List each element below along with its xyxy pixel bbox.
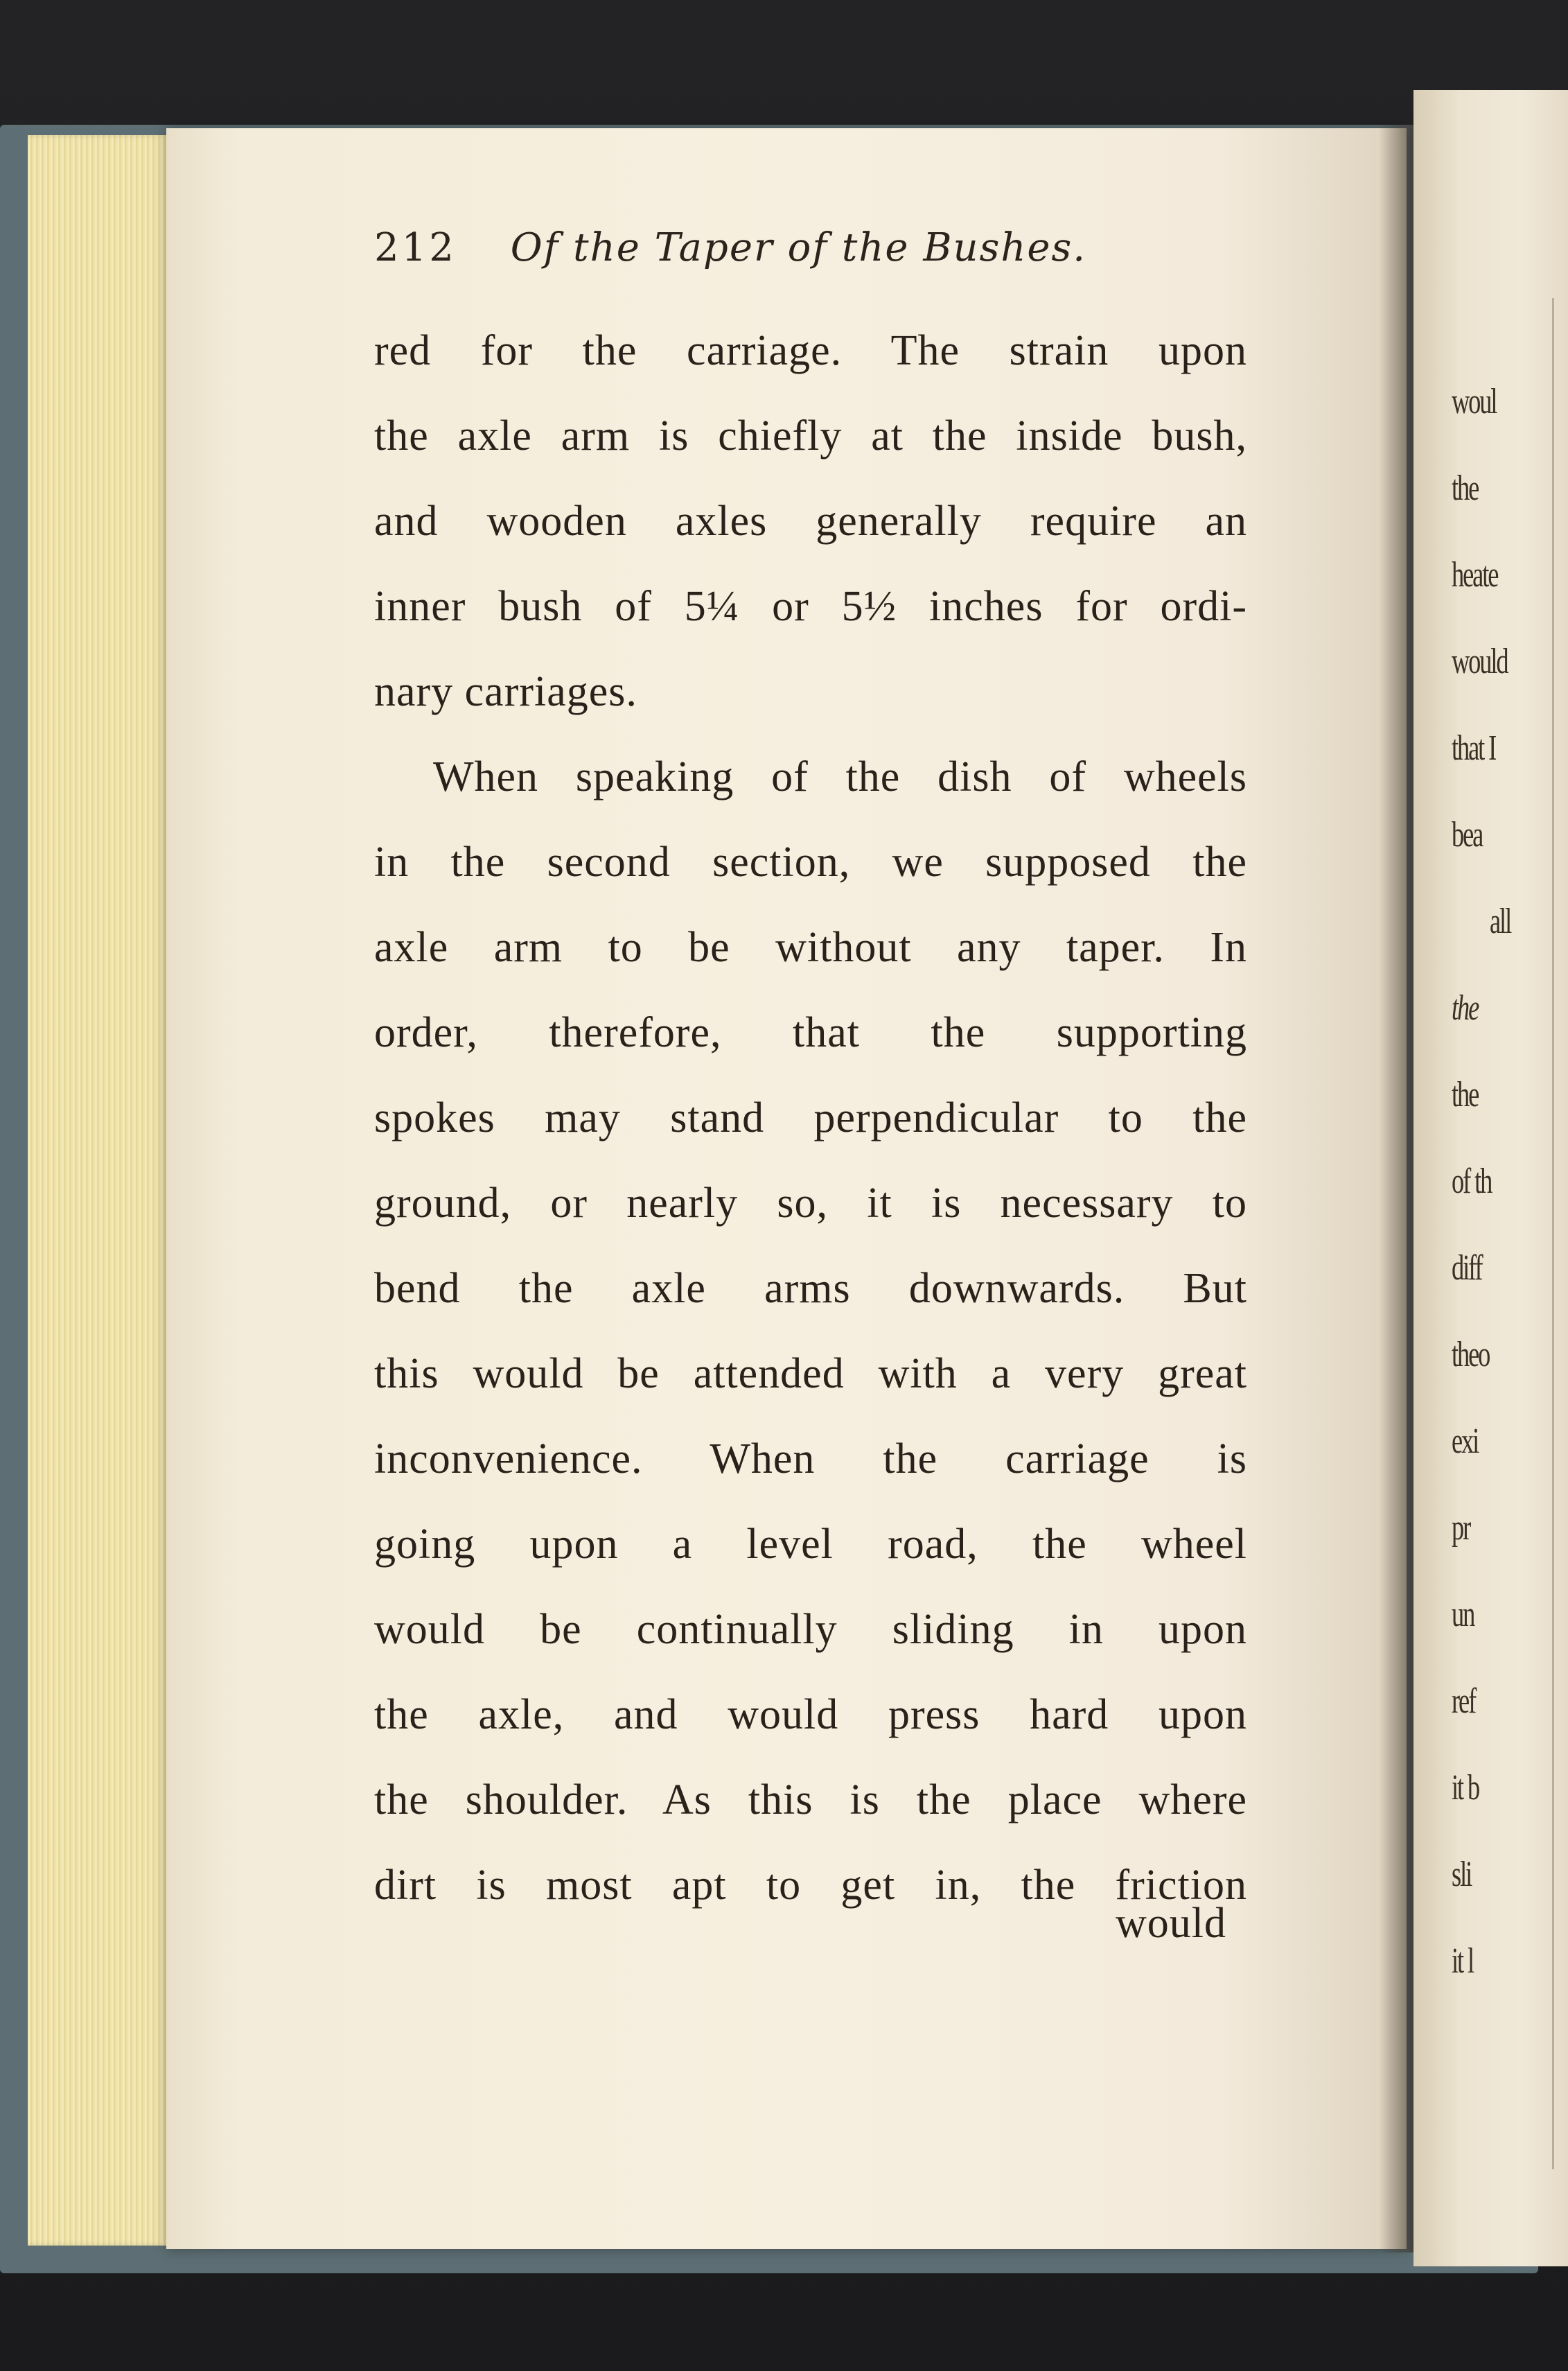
facing-text-line: diff bbox=[1452, 1248, 1482, 1288]
facing-text-line: of th bbox=[1452, 1162, 1492, 1201]
text-line: ground, or nearly so, it is necessary to bbox=[374, 1180, 1247, 1227]
facing-text-line: that I bbox=[1452, 728, 1496, 768]
facing-text-line: ref bbox=[1452, 1681, 1476, 1721]
facing-text-line: the bbox=[1452, 1075, 1479, 1114]
facing-text-line: pr bbox=[1452, 1508, 1470, 1548]
facing-text-line: sli bbox=[1452, 1855, 1472, 1894]
facing-text-line: the bbox=[1452, 469, 1479, 508]
facing-text-line: the bbox=[1452, 988, 1479, 1028]
text-line: spokes may stand perpendicular to the bbox=[374, 1094, 1247, 1141]
text-line: this would be attended with a very great bbox=[374, 1350, 1247, 1397]
facing-page-rule bbox=[1552, 298, 1554, 2169]
facing-text-line: woul bbox=[1452, 382, 1497, 421]
facing-text-line: theo bbox=[1452, 1335, 1490, 1374]
text-line: the axle, and would press hard upon bbox=[374, 1691, 1247, 1738]
page-fore-edge bbox=[28, 135, 173, 2246]
text-line: inner bush of 5¼ or 5½ inches for ordi- bbox=[374, 583, 1247, 630]
text-line: bend the axle arms downwards. But bbox=[374, 1265, 1247, 1312]
facing-text-line: bea bbox=[1452, 815, 1483, 855]
running-head bbox=[374, 225, 1086, 270]
facing-text-line: exi bbox=[1452, 1421, 1479, 1461]
text-line: axle arm to be without any taper. In bbox=[374, 924, 1247, 971]
facing-text-line: heate bbox=[1452, 555, 1498, 595]
text-line: nary carriages. bbox=[374, 668, 637, 715]
catchword: would bbox=[1116, 1900, 1226, 1947]
text-line: dirt is most apt to get in, the friction bbox=[374, 1862, 1247, 1909]
body-text bbox=[374, 308, 1247, 1928]
facing-text-line: it l bbox=[1452, 1941, 1474, 1981]
text-line: red for the carriage. The strain upon bbox=[374, 327, 1247, 374]
text-line: and wooden axles generally require an bbox=[374, 498, 1247, 545]
text-line: going upon a level road, the wheel bbox=[374, 1521, 1247, 1568]
running-title: Of the Taper of the Bushes. bbox=[510, 225, 1087, 270]
text-line: would be continually sliding in upon bbox=[374, 1606, 1247, 1653]
facing-page bbox=[1413, 90, 1568, 2266]
facing-text-line: all bbox=[1490, 902, 1511, 941]
text-line: order, therefore, that the supporting bbox=[374, 1009, 1247, 1056]
text-line: inconvenience. When the carriage is bbox=[374, 1435, 1247, 1482]
text-line: When speaking of the dish of wheels bbox=[433, 753, 1247, 800]
text-line: in the second section, we supposed the bbox=[374, 839, 1247, 886]
text-line: the axle arm is chiefly at the inside bush, bbox=[374, 412, 1247, 460]
facing-text-line: un bbox=[1452, 1595, 1474, 1634]
text-line: the shoulder. As this is the place where bbox=[374, 1776, 1247, 1823]
facing-text-line: it b bbox=[1452, 1768, 1479, 1808]
facing-text-line: would bbox=[1452, 642, 1508, 681]
page-number: 212 bbox=[374, 225, 457, 270]
